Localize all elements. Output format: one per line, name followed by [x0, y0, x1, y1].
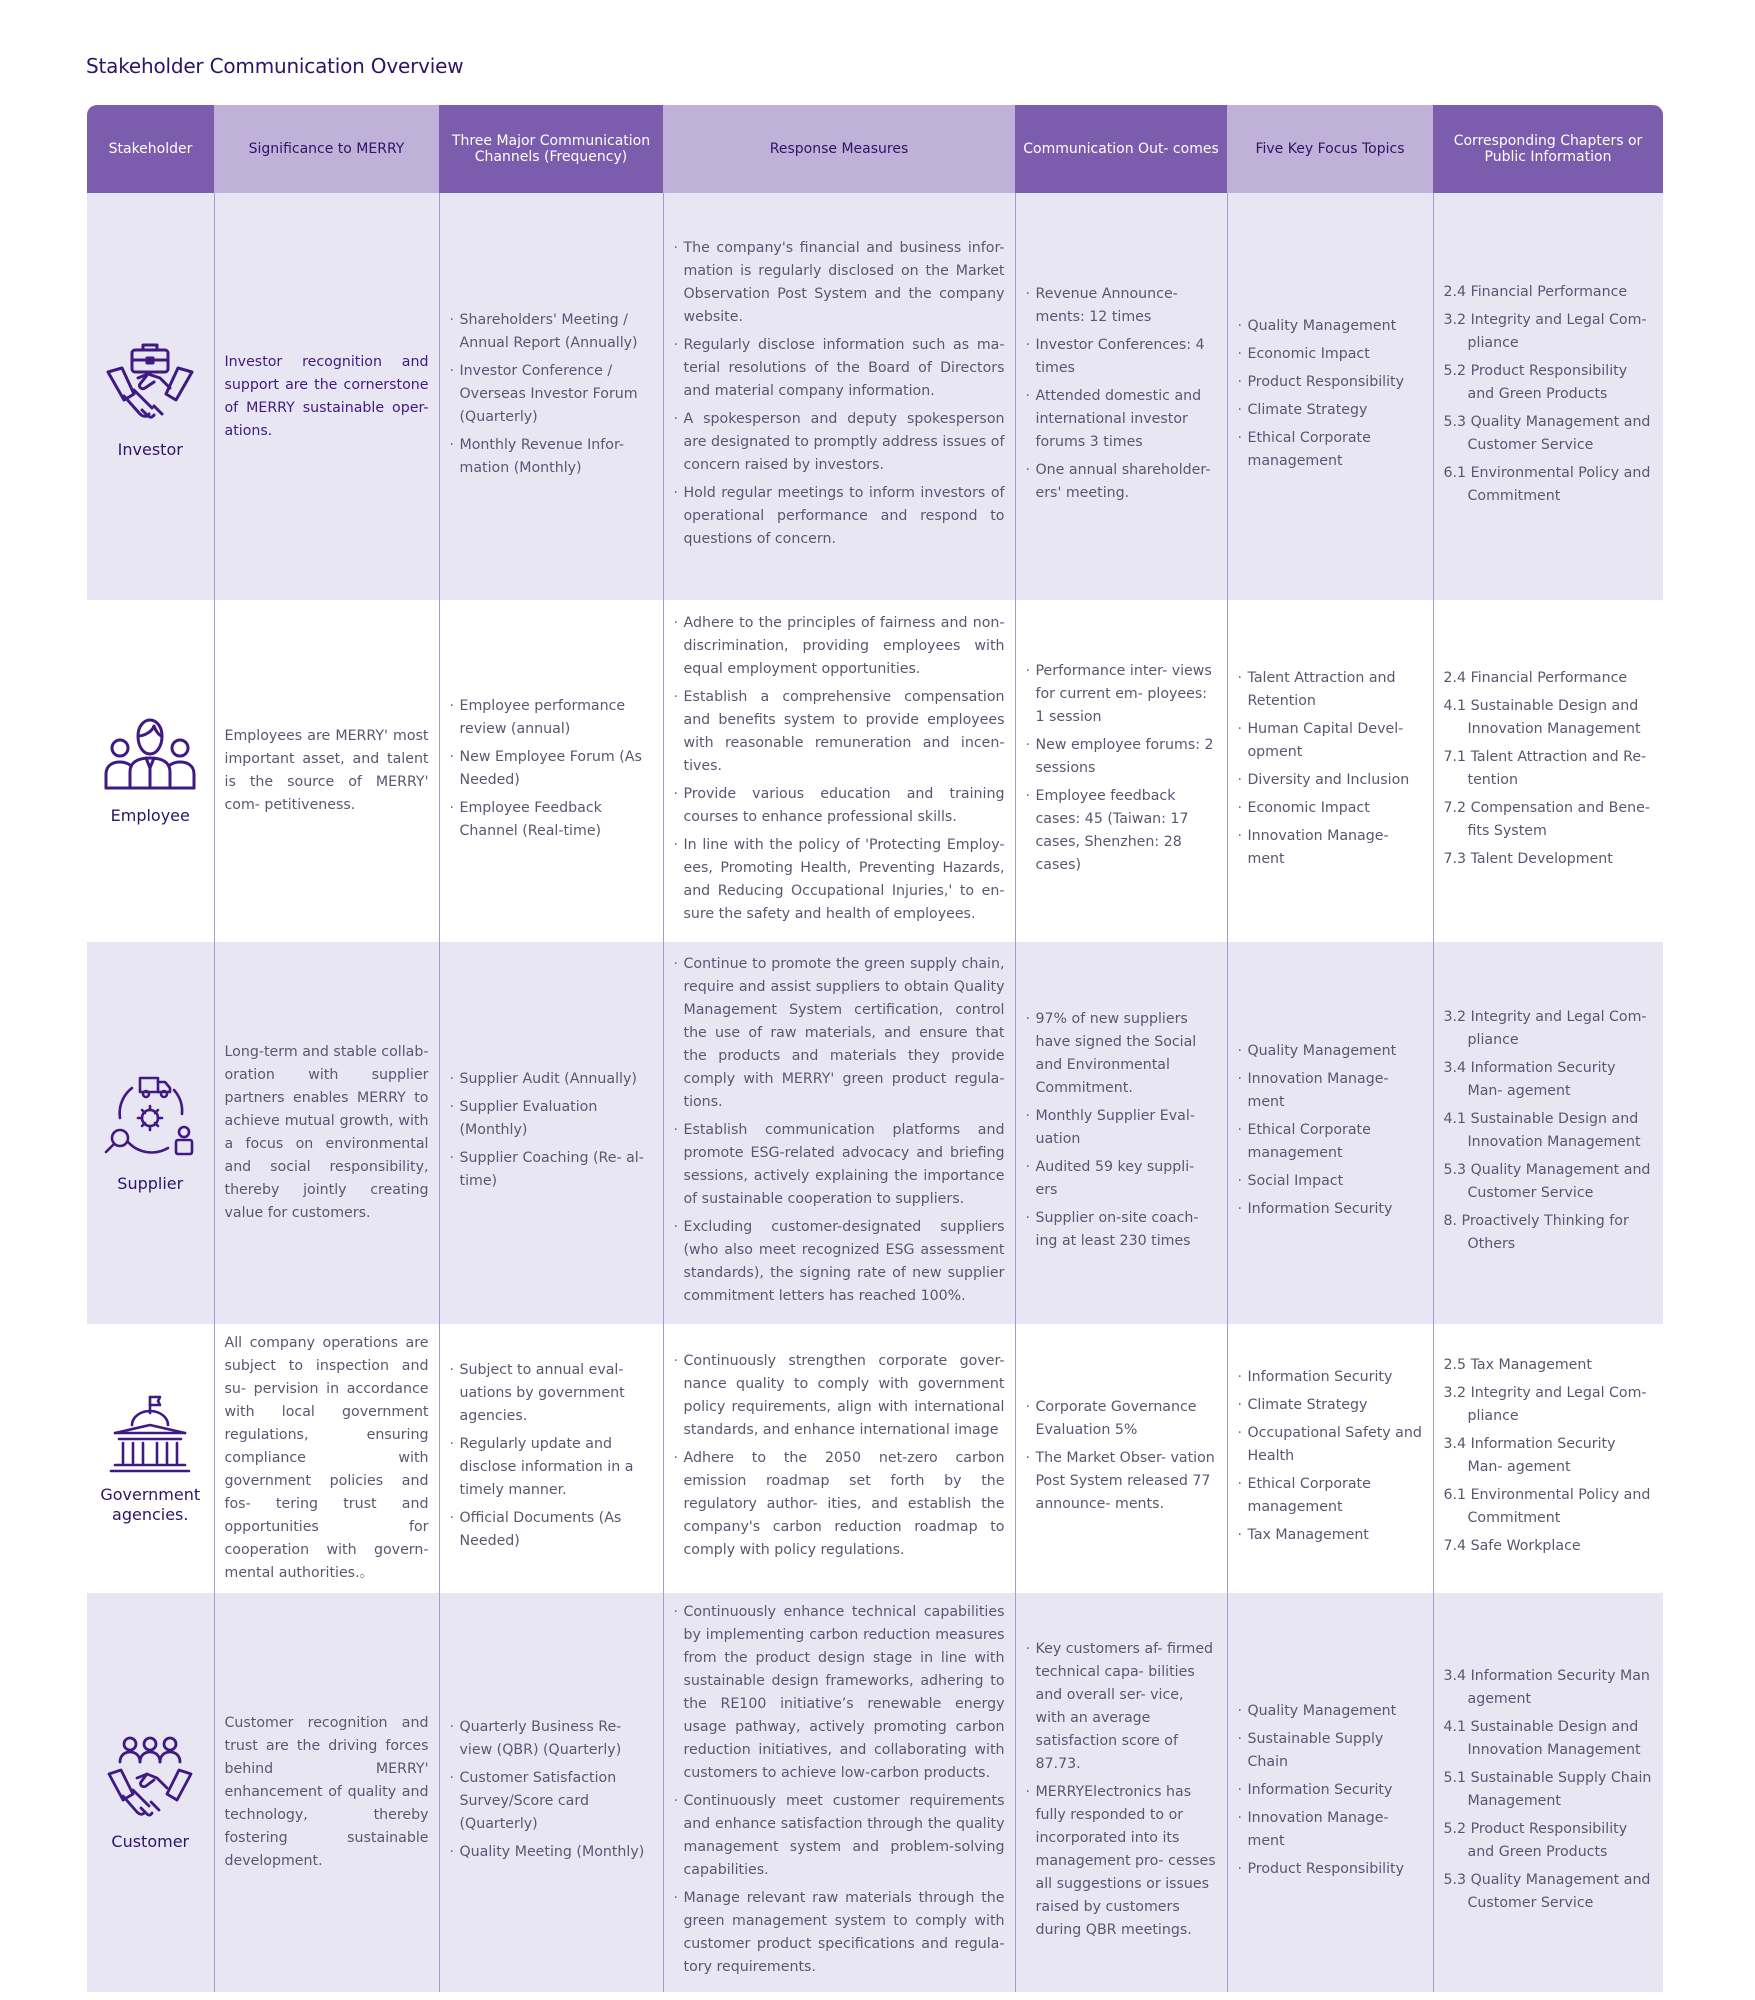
header-channels: Three Major Communication Channels (Frequency) — [439, 105, 663, 193]
stakeholder-table — [87, 105, 1663, 1992]
page-title: Stakeholder Communication Overview — [86, 54, 464, 78]
header-topics: Five Key Focus Topics — [1227, 105, 1433, 193]
header-stakeholder: Stakeholder — [87, 105, 214, 193]
list-item: 5.3 Quality Management and Customer Service — [1443, 1161, 1651, 1201]
customer-handshake-icon — [105, 1734, 195, 1822]
outcomes-cell — [1015, 600, 1227, 942]
list-item: · Ethical Corporate management — [1238, 427, 1423, 473]
list-item: 5.1 Sustainable Supply Chain Management — [1443, 1770, 1652, 1809]
list-item: 3.2 Integrity and Legal Com- pliance — [1443, 311, 1647, 351]
list-item: 3.4 Information Security Man- agement — [1443, 1436, 1616, 1475]
responses-cell — [663, 193, 1015, 600]
stakeholder-label: Government agencies. — [100, 1484, 201, 1524]
list-item: 2.4 Financial Performance — [1443, 669, 1628, 686]
list-item: · One annual shareholder- ers' meeting. — [1026, 459, 1217, 505]
list-item: · New employee forums: 2 sessions — [1026, 734, 1217, 780]
list-item: · Employee performance review (annual) — [450, 695, 653, 741]
list-item: · Diversity and Inclusion — [1238, 769, 1423, 792]
list-item: · Human Capital Devel- opment — [1238, 718, 1423, 764]
list-item: · Quality Management — [1238, 1040, 1423, 1063]
header-responses: Response Measures — [663, 105, 1015, 193]
significance-text: Investor recognition and support are the cornerstone of MERRY sustainable oper- ations. — [214, 193, 439, 600]
list-item: 3.4 Information Security Man agement — [1443, 1668, 1650, 1707]
list-item: · Economic Impact — [1238, 343, 1423, 366]
list-item: · Continue to promote the green supply chain, require and assist suppliers to obtain Quality Management System certification, control the use of raw materials, and ensure that the products and materials they provide comply with MERRY' green product regula- tions. — [674, 953, 1005, 1114]
list-item: · Hold regular meetings to inform investors of operational performance and respond to questions of concern. — [674, 482, 1005, 551]
list-item: · Quality Management — [1238, 315, 1423, 338]
list-item: 8. Proactively Thinking for Others — [1443, 1212, 1629, 1252]
list-item: · Regularly disclose information such as ma- terial resolutions of the Board of Directors and material company information. — [674, 334, 1005, 403]
list-item: 4.1 Sustainable Design and Innovation Management — [1443, 697, 1641, 737]
list-item: · Information Security — [1238, 1198, 1423, 1221]
outcomes-cell — [1015, 1324, 1227, 1593]
list-item: · Innovation Manage- ment — [1238, 1807, 1423, 1853]
list-item: · Subject to annual eval- uations by government agencies. — [450, 1359, 653, 1428]
list-item: 3.2 Integrity and Legal Com- pliance — [1443, 1385, 1647, 1424]
list-item: 2.5 Tax Management — [1443, 1357, 1592, 1373]
stakeholder-cell — [87, 193, 214, 600]
stakeholder-cell — [87, 1324, 214, 1593]
list-item: · A spokesperson and deputy spokesperson are designated to promptly address issues of concern raised by investors. — [674, 408, 1005, 477]
list-item: · Investor Conferences: 4 times — [1026, 334, 1217, 380]
channels-cell — [439, 1324, 663, 1593]
stakeholder-label: Employee — [110, 806, 190, 825]
outcomes-cell — [1015, 942, 1227, 1324]
list-item: 3.4 Information Security Man- agement — [1443, 1059, 1616, 1099]
topics-cell — [1227, 193, 1433, 600]
list-item: · Employee feedback cases: 45 (Taiwan: 17 cases, Shenzhen: 28 cases) — [1026, 785, 1217, 877]
list-item: · Revenue Announce- ments: 12 times — [1026, 283, 1217, 329]
list-item: · Climate Strategy — [1238, 1394, 1423, 1417]
list-item: · Monthly Supplier Eval- uation — [1026, 1105, 1217, 1151]
channels-cell — [439, 600, 663, 942]
list-item: · Customer Satisfaction Survey/Score card (Quarterly) — [450, 1767, 653, 1836]
list-item: 6.1 Environmental Policy and Commitment — [1443, 1487, 1651, 1526]
list-item: · Excluding customer-designated suppliers (who also meet recognized ESG assessment standards), the signing rate of new supplier commitment letters has reached 100%. — [674, 1216, 1005, 1308]
row-employee — [87, 600, 1663, 942]
list-item: · Economic Impact — [1238, 797, 1423, 820]
list-item: · 97% of new suppliers have signed the Social and Environmental Commitment. — [1026, 1008, 1217, 1100]
list-item: · Supplier Evaluation (Monthly) — [450, 1096, 653, 1142]
list-item: · Supplier Coaching (Re- al-time) — [450, 1147, 653, 1193]
list-item: · Performance inter- views for current em- ployees: 1 session — [1026, 660, 1217, 729]
list-item: · Ethical Corporate management — [1238, 1119, 1423, 1165]
list-item: 7.2 Compensation and Bene- fits System — [1443, 799, 1650, 839]
stakeholder-label: Customer — [111, 1831, 190, 1851]
stakeholder-cell — [87, 600, 214, 942]
list-item: · Adhere to the principles of fairness and non-discrimination, providing employees with equal employment opportunities. — [674, 612, 1005, 681]
list-item: · Quarterly Business Re- view (QBR) (Quarterly) — [450, 1716, 653, 1762]
handshake-briefcase-icon — [102, 334, 198, 430]
row-government — [87, 1324, 1663, 1593]
responses-cell — [663, 1324, 1015, 1593]
chapters-cell — [1433, 193, 1663, 600]
list-item: 5.3 Quality Management and Customer Service — [1443, 1872, 1651, 1911]
list-item: · Establish communication platforms and promote ESG-related advocacy and briefing sessions, actively explaining the importance of sustainable cooperation to suppliers. — [674, 1119, 1005, 1211]
list-item: · Investor Conference / Overseas Investor Forum (Quarterly) — [450, 360, 653, 429]
list-item: · Quality Management — [1238, 1700, 1423, 1723]
list-item: · Sustainable Supply Chain — [1238, 1728, 1423, 1774]
list-item: · Adhere to the 2050 net-zero carbon emission roadmap set forth by the regulatory author- ities, and establish the company's carbon reduction roadmap to comply with policy regulations. — [674, 1447, 1005, 1562]
channels-cell — [439, 1593, 663, 1992]
list-item: · Establish a comprehensive compensation and benefits system to provide employees with reasonable remuneration and incen- tives. — [674, 686, 1005, 778]
topics-cell — [1227, 600, 1433, 942]
stakeholder-cell — [87, 1593, 214, 1992]
list-item: 5.2 Product Responsibility and Green Products — [1443, 362, 1628, 402]
channels-cell — [439, 193, 663, 600]
list-item: 4.1 Sustainable Design and Innovation Management — [1443, 1719, 1641, 1758]
list-item: · Provide various education and training courses to enhance professional skills. — [674, 783, 1005, 829]
header-row — [87, 105, 1663, 193]
list-item: · Information Security — [1238, 1779, 1423, 1802]
responses-cell — [663, 1593, 1015, 1992]
list-item: 4.1 Sustainable Design and Innovation Management — [1443, 1110, 1641, 1150]
stakeholder-cell — [87, 942, 214, 1324]
topics-cell — [1227, 942, 1433, 1324]
list-item: · Continuously enhance technical capabilities by implementing carbon reduction measures from the product design stage in line with sustainable design frameworks, adhering to the RE100 initiative’s renewable energy usage pathway, actively promoting carbon reduction initiatives, and collaborating with customers to achieve low-carbon products. — [674, 1601, 1005, 1785]
significance-text: Long-term and stable collab- oration with supplier partners enables MERRY to achieve mutual growth, with a focus on environmental and social responsibility, thereby jointly creating value for customers. — [214, 942, 439, 1324]
list-item: 2.4 Financial Performance — [1443, 283, 1628, 300]
list-item: · Manage relevant raw materials through the green management system to comply with customer product specifications and regula- tory requirements. — [674, 1887, 1005, 1979]
responses-cell — [663, 600, 1015, 942]
list-item: · Product Responsibility — [1238, 371, 1423, 394]
chapters-cell — [1433, 1324, 1663, 1593]
list-item: 3.2 Integrity and Legal Com- pliance — [1443, 1008, 1647, 1048]
list-item: · Tax Management — [1238, 1524, 1423, 1547]
list-item: · Attended domestic and international investor forums 3 times — [1026, 385, 1217, 454]
header-outcomes: Communication Out- comes — [1015, 105, 1227, 193]
list-item: 5.3 Quality Management and Customer Service — [1443, 413, 1651, 453]
list-item: · Monthly Revenue Infor- mation (Monthly) — [450, 434, 653, 480]
list-item: · Social Impact — [1238, 1170, 1423, 1193]
list-item: · MERRYElectronics has fully responded to or incorporated into its management pro- cesses all suggestions or issues raised by customers during QBR meetings. — [1026, 1781, 1217, 1942]
chapters-cell — [1433, 1593, 1663, 1992]
list-item: · New Employee Forum (As Needed) — [450, 746, 653, 792]
topics-cell — [1227, 1593, 1433, 1992]
list-item: · Key customers af- firmed technical capa- bilities and overall ser- vice, with an average satisfaction score of 87.73. — [1026, 1638, 1217, 1776]
channels-cell — [439, 942, 663, 1324]
list-item: · Innovation Manage- ment — [1238, 825, 1423, 871]
outcomes-cell — [1015, 1593, 1227, 1992]
list-item: 7.3 Talent Development — [1443, 850, 1613, 867]
list-item: · Employee Feedback Channel (Real-time) — [450, 797, 653, 843]
list-item: · Ethical Corporate management — [1238, 1473, 1423, 1519]
chapters-cell — [1433, 600, 1663, 942]
list-item: · Supplier on-site coach- ing at least 230 times — [1026, 1207, 1217, 1253]
topics-cell — [1227, 1324, 1433, 1593]
supply-cycle-icon — [102, 1072, 198, 1164]
significance-text: Customer recognition and trust are the driving forces behind MERRY' enhancement of quality and technology, thereby fostering sustainable development. — [214, 1593, 439, 1992]
significance-text: Employees are MERRY' most important asset, and talent is the source of MERRY' com- petitiveness. — [214, 600, 439, 942]
list-item: · Climate Strategy — [1238, 399, 1423, 422]
list-item: 6.1 Environmental Policy and Commitment — [1443, 464, 1651, 504]
list-item: · Shareholders' Meeting / Annual Report (Annually) — [450, 309, 653, 355]
responses-cell — [663, 942, 1015, 1324]
stakeholder-label: Supplier — [117, 1174, 184, 1193]
row-supplier — [87, 942, 1663, 1324]
list-item: · Product Responsibility — [1238, 1858, 1423, 1881]
people-group-icon — [102, 716, 198, 796]
list-item: · Official Documents (As Needed) — [450, 1507, 653, 1553]
outcomes-cell — [1015, 193, 1227, 600]
list-item: · Continuously meet customer requirements and enhance satisfaction through the quality management system and problem-solving capabilities. — [674, 1790, 1005, 1882]
list-item: · Quality Meeting (Monthly) — [450, 1841, 653, 1864]
significance-text: All company operations are subject to inspection and su- pervision in accordance with local government regulations, ensuring compliance with government policies and fos- tering trust and opportunities for cooperation with govern- mental authorities.。 — [214, 1324, 439, 1593]
list-item: 5.2 Product Responsibility and Green Products — [1443, 1821, 1628, 1860]
list-item: · In line with the policy of 'Protecting Employ- ees, Promoting Health, Preventing Hazards, and Reducing Occupational Injuries,' to en- sure the safety and health of employees. — [674, 834, 1005, 926]
header-significance: Significance to MERRY — [214, 105, 439, 193]
list-item: 7.1 Talent Attraction and Re- tention — [1443, 748, 1647, 788]
list-item: · Audited 59 key suppli- ers — [1026, 1156, 1217, 1202]
chapters-cell — [1433, 942, 1663, 1324]
government-building-icon — [107, 1393, 193, 1475]
list-item: 7.4 Safe Workplace — [1443, 1538, 1581, 1554]
list-item: · The company's financial and business infor- mation is regularly disclosed on the Market Observation Post System and the company website. — [674, 237, 1005, 329]
list-item: · Supplier Audit (Annually) — [450, 1068, 653, 1091]
row-customer — [87, 1593, 1663, 1992]
list-item: · Talent Attraction and Retention — [1238, 667, 1423, 713]
header-chapters: Corresponding Chapters or Public Information — [1433, 105, 1663, 193]
list-item: · Innovation Manage- ment — [1238, 1068, 1423, 1114]
list-item: · Regularly update and disclose information in a timely manner. — [450, 1433, 653, 1502]
stakeholder-label: Investor — [117, 439, 183, 459]
list-item: · Information Security — [1238, 1366, 1423, 1389]
list-item: · Continuously strengthen corporate gover- nance quality to comply with government policy requirements, align with international standards, and enhance international image — [674, 1350, 1005, 1442]
list-item: · Occupational Safety and Health — [1238, 1422, 1423, 1468]
list-item: · Corporate Governance Evaluation 5% — [1026, 1396, 1217, 1442]
row-investor — [87, 193, 1663, 600]
list-item: · The Market Obser- vation Post System released 77 announce- ments. — [1026, 1447, 1217, 1516]
